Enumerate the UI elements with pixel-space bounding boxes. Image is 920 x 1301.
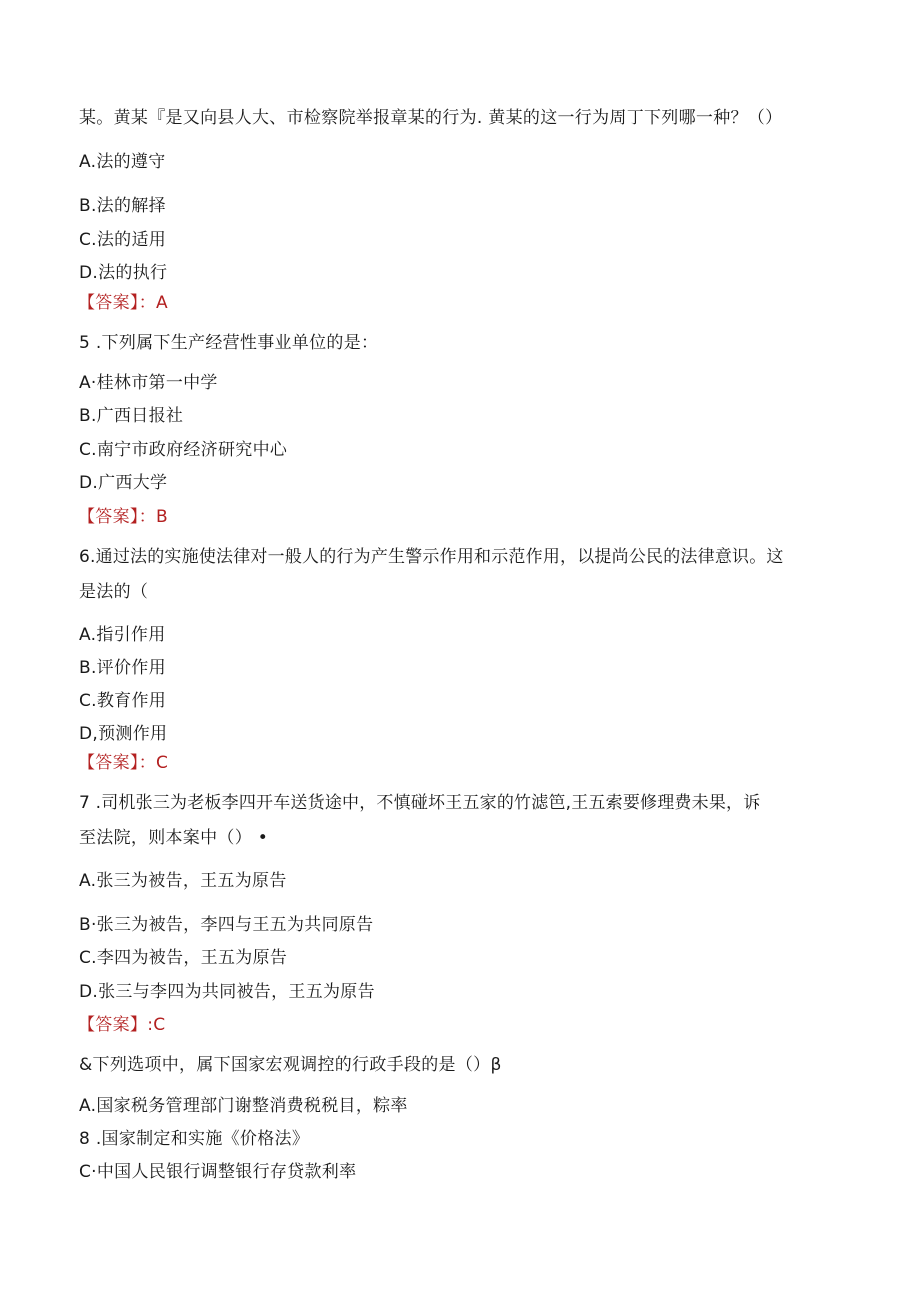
q8-option-a: A.国家税务管理部门谢整消费税税目，粽率 (79, 1096, 408, 1116)
q5-option-a: A·桂林市第一中学 (79, 373, 218, 393)
question-4-stem-end: 某。黄某『是又向县人大、市检察院举报章某的行为. 黄某的这一行为周丁下列哪一种？（） (79, 108, 783, 128)
q5-option-c: C.南宁市政府经济研究中心 (79, 440, 288, 460)
q8-option-b: 8 .国家制定和实施《价格法》 (79, 1129, 310, 1149)
q6-option-a: A.指引作用 (79, 625, 166, 645)
q4-answer: 【答案】：A (78, 293, 168, 313)
q4-option-c: C.法的适用 (79, 230, 167, 250)
q5-answer: 【答案】：B (78, 507, 168, 527)
q5-option-d: D.广西大学 (79, 473, 168, 493)
q7-option-c: C.李四为被告，王五为原告 (79, 948, 288, 968)
q4-option-d: D.法的执行 (79, 263, 168, 283)
q7-option-a: A.张三为被告，王五为原告 (79, 871, 287, 891)
q6-option-d: D,预测作用 (79, 724, 168, 744)
q7-option-b: B·张三为被告，李四与王五为共同原告 (79, 915, 374, 935)
q5-option-b: B.广西日报社 (79, 406, 184, 426)
q7-answer: 【答案】:C (78, 1015, 166, 1035)
q4-option-b: B.法的解择 (79, 196, 166, 216)
q4-option-a: A.法的遵守 (79, 152, 166, 172)
question-7-stem: 7 .司机张三为老板李四开车送货途中，不慎碰坏王五家的竹滤笆,王五索要修理费未果，诉 (79, 793, 761, 813)
q7-option-d: D.张三与李四为共同被告，王五为原告 (79, 982, 375, 1002)
question-7-stem-cont: 至法院，则本案中（） • (79, 828, 269, 848)
question-6-stem-cont: 是法的（ (79, 582, 149, 602)
q6-answer: 【答案】：C (78, 753, 169, 773)
q6-option-b: B.评价作用 (79, 658, 166, 678)
question-5-stem: 5 .下列属下生产经营性事业单位的是： (79, 333, 379, 353)
q6-option-c: C.教育作用 (79, 691, 167, 711)
question-8-stem: &下列选项中，属下国家宏观调控的行政手段的是（）β (79, 1055, 502, 1075)
q8-option-c: C·中国人民银行调整银行存贷款利率 (79, 1162, 357, 1182)
question-6-stem: 6.通过法的实施使法律对一般人的行为产生警示作用和示范作用，以提尚公民的法律意识。这 (79, 547, 784, 567)
